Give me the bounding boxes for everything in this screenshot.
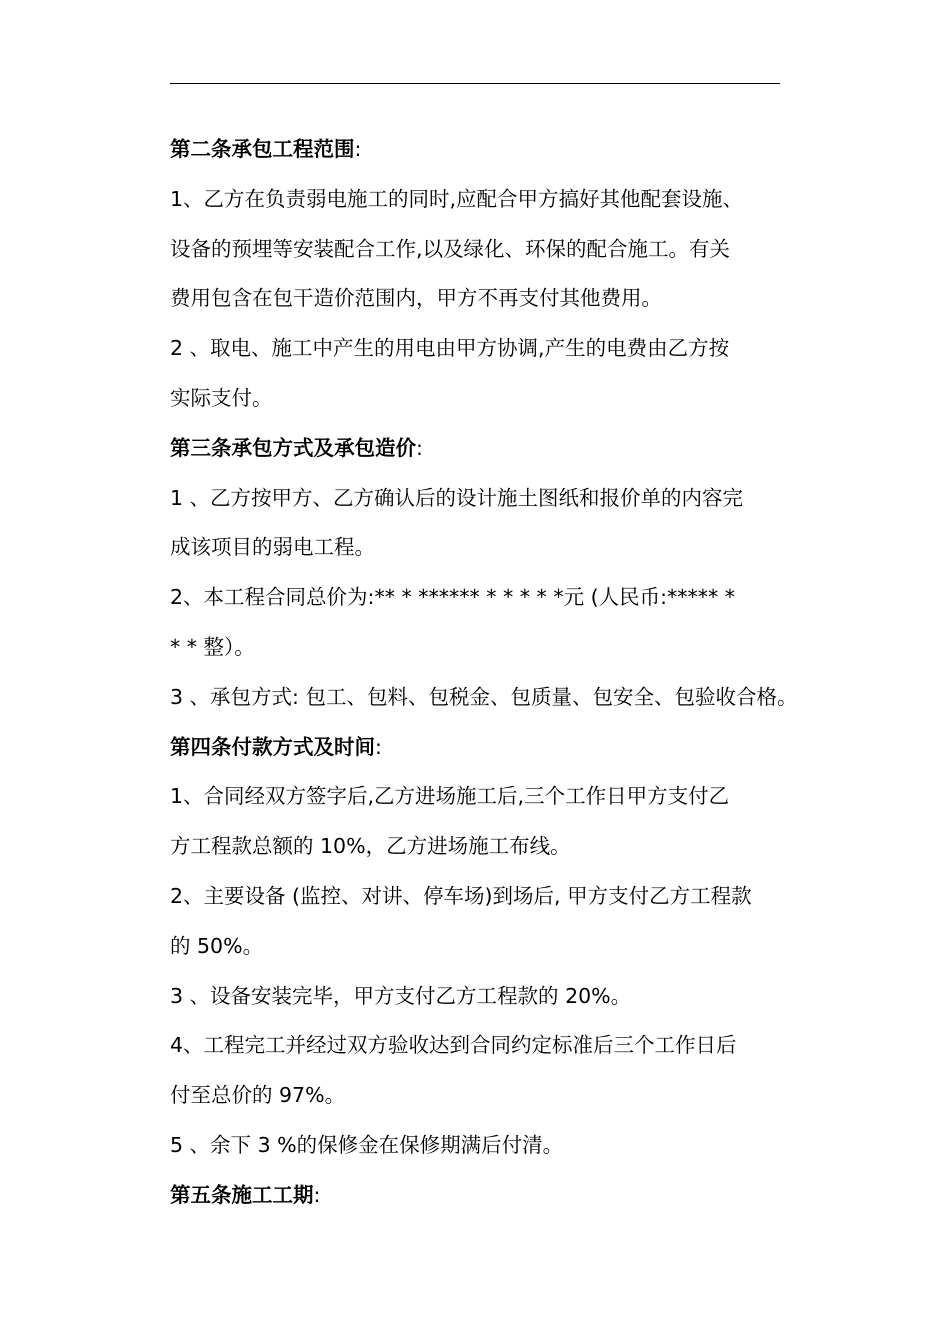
line-text: 2 、取电、施工中产生的用电由甲方协调,产生的电费由乙方按 [170, 336, 730, 361]
line-text: 1 、乙方按甲方、乙方确认后的设计施土图纸和报价单的内容完 [170, 485, 744, 510]
line-text: 1、乙方在负责弱电施工的同时,应配合甲方搞好其他配套设施、 [170, 186, 744, 211]
paragraph-line [170, 922, 810, 972]
line-text: 方工程款总额的 10%，乙方进场施工布线。 [170, 834, 571, 859]
line-text: 3 、承包方式: 包工、包料、包税金、包质量、包安全、包验收合格。 [170, 684, 798, 709]
line-text: 成该项目的弱电工程。 [170, 535, 375, 560]
paragraph-line [170, 573, 810, 623]
paragraph-line [170, 822, 810, 872]
heading-colon: : [313, 1182, 321, 1207]
header-rule [170, 83, 780, 84]
section-heading [170, 125, 810, 175]
line-text: 第三条承包方式及承包造价 [170, 435, 416, 460]
line-text: 第四条付款方式及时间 [170, 734, 375, 759]
line-text: 实际支付。 [170, 385, 273, 410]
paragraph-line [170, 673, 810, 723]
document-body [170, 125, 810, 1221]
heading-colon: : [375, 734, 382, 759]
paragraph-line [170, 374, 810, 424]
paragraph-line [170, 175, 810, 225]
line-text: 第五条施工工期 [170, 1182, 314, 1207]
paragraph-line [170, 1071, 810, 1121]
paragraph-line [170, 772, 810, 822]
heading-colon: : [416, 435, 423, 460]
paragraph-line [170, 225, 810, 275]
line-text: 5 、余下 3 %的保修金在保修期满后付清。 [170, 1132, 564, 1157]
section-heading [170, 1171, 810, 1221]
line-text: 设备的预埋等安装配合工作,以及绿化、环保的配合施工。有关 [170, 236, 731, 261]
heading-colon: : [354, 137, 362, 161]
section-heading [170, 424, 810, 474]
line-text: 1、合同经双方签字后,乙方进场施工后,三个工作日甲方支付乙 [170, 784, 730, 809]
paragraph-line [170, 274, 810, 324]
line-text: 3 、设备安装完毕，甲方支付乙方工程款的 20%。 [170, 983, 632, 1008]
paragraph-line [170, 623, 810, 673]
paragraph-line [170, 872, 810, 922]
line-text: 费用包含在包干造价范围内，甲方不再支付其他费用。 [170, 286, 662, 311]
line-text: 4、工程完工并经过双方验收达到合同约定标准后三个工作日后 [170, 1033, 737, 1058]
document-page [170, 0, 798, 1344]
paragraph-line [170, 474, 810, 524]
paragraph-line [170, 523, 810, 573]
line-text: 第二条承包工程范围 [170, 137, 355, 161]
paragraph-line [170, 972, 810, 1022]
line-text: 2、本工程合同总价为:** * ****** * * * * *元 (人民币:***** * [170, 585, 736, 610]
paragraph-line [170, 1121, 810, 1171]
line-text: 付至总价的 97%。 [170, 1083, 346, 1108]
section-heading [170, 723, 810, 773]
paragraph-line [170, 324, 810, 374]
line-text: 的 50%。 [170, 933, 264, 958]
line-text: 2、主要设备 (监控、对讲、停车场)到场后, 甲方支付乙方工程款 [170, 883, 752, 908]
line-text: * * 整）。 [170, 634, 255, 659]
paragraph-line [170, 1021, 810, 1071]
